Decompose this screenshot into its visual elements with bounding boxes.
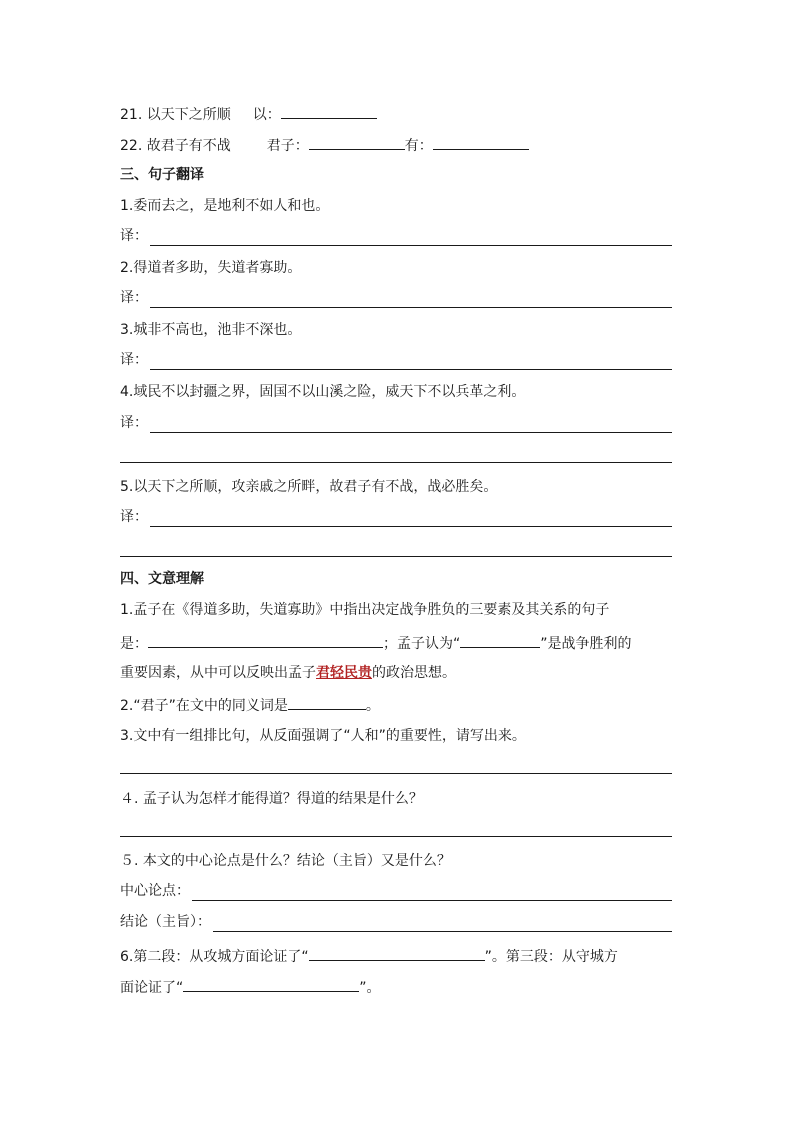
translate-answer-3[interactable] [120,350,672,370]
q1-line2-c: ”是战争胜利的 [540,636,632,652]
vocab-q22 [120,134,529,156]
translate-item-5: 5.以天下之所顺，攻亲戚之所畔，故君子有不战，战必胜矣。 [120,479,498,495]
translate-label: 译： [120,509,148,525]
q6-blank-1[interactable] [309,945,485,961]
translate-label: 译： [120,228,148,244]
translate-label: 译： [120,352,148,368]
translate-label: 译： [120,415,148,431]
translate-answer-4[interactable] [120,413,672,433]
q5-label-central: 中心论点： [120,883,190,899]
answer-rule[interactable] [120,773,672,774]
translate-item-4: 4.域民不以封疆之界，固国不以山溪之险，威天下不以兵革之利。 [120,384,526,400]
vocab-q22-text: 22. 故君子有不战 [120,138,231,154]
section4-heading: 四、文意理解 [120,571,204,587]
vocab-q21-blank[interactable] [281,103,377,119]
q1-line2-a: 是： [120,636,148,652]
q2-text: 2.“君子”在文中的同义词是 [120,698,288,714]
vocab-q21-label: 以： [252,107,281,123]
q3: 3.文中有一组排比句，从反面强调了“人和”的重要性，请写出来。 [120,728,526,744]
vocab-q22-blank-you[interactable] [433,134,529,150]
answer-rule[interactable] [120,462,672,463]
q1-line3-a: 重要因素，从中可以反映出孟子 [120,665,316,681]
translate-item-1: 1.委而去之，是地利不如人和也。 [120,198,330,214]
translate-item-2: 2.得道者多助，失道者寡助。 [120,260,302,276]
q6-line1 [120,945,618,967]
q1-line2-b: ；孟子认为“ [383,636,461,652]
vocab-q21 [120,103,377,125]
q2-end: 。 [365,698,380,714]
translate-label: 译： [120,290,148,306]
q5: ５. 本文的中心论点是什么？结论（主旨）又是什么？ [120,853,451,869]
q5-conclusion[interactable] [120,912,672,932]
q2-blank[interactable] [288,694,366,710]
q1-blank-1[interactable] [148,632,383,648]
answer-rule[interactable] [120,556,672,557]
vocab-q21-text: 21. 以天下之所顺 [120,107,231,123]
q6-b: ”。第三段：从守城方 [484,949,618,965]
q1-emphasis: 君轻民贵 [316,665,372,681]
q1-line1: 1.孟子在《得道多助，失道寡助》中指出决定战争胜负的三要素及其关系的句子 [120,602,610,618]
q1-line3-b: 的政治思想。 [372,665,456,681]
q2 [120,694,380,716]
translate-answer-1[interactable] [120,226,672,246]
q6-d: ”。 [359,980,381,996]
answer-rule[interactable] [120,836,672,837]
section3-heading: 三、句子翻译 [120,167,204,183]
translate-answer-5[interactable] [120,507,672,527]
q4: ４. 孟子认为怎样才能得道？得道的结果是什么？ [120,791,423,807]
q6-a: 6.第二段：从攻城方面论证了“ [120,949,309,965]
vocab-q22-blank-junzi[interactable] [309,134,405,150]
q1-line2 [120,632,632,654]
q6-line2 [120,976,381,998]
q1-blank-2[interactable] [460,632,540,648]
q1-line3 [120,663,456,683]
q5-central-argument[interactable] [120,881,672,901]
vocab-q22-label-you: 有： [404,138,433,154]
q5-label-conclusion: 结论（主旨）： [120,914,211,930]
q6-c: 面论证了“ [120,980,184,996]
translate-item-3: 3.城非不高也，池非不深也。 [120,322,302,338]
vocab-q22-label-junzi: 君子： [266,138,309,154]
translate-answer-2[interactable] [120,288,672,308]
q6-blank-2[interactable] [183,976,359,992]
